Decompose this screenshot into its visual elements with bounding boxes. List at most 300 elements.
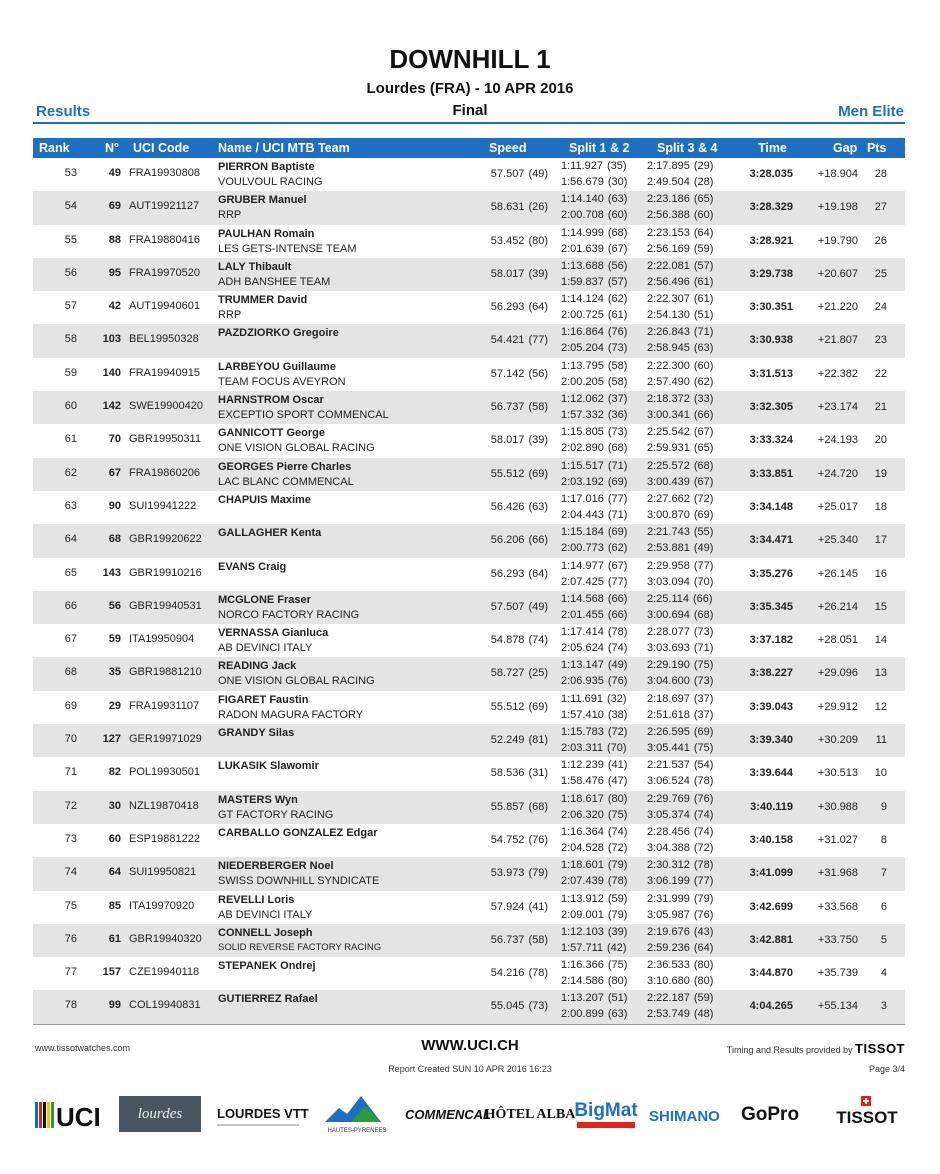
split3-cell [647,893,713,905]
split2-cell [561,276,627,288]
split4-cell-position: (73) [693,675,714,688]
split4-cell [647,276,713,288]
split3-cell-position: (61) [693,293,714,306]
time-cell: 3:30.351 [749,301,793,314]
lourdes-vtt-logo-text: LOURDES VTT [217,1106,309,1121]
split4-cell-value: 3:00.870 [647,508,690,521]
points-cell: 15 [874,600,887,613]
points-cell: 16 [874,567,887,580]
split2-cell-value: 2:14.586 [561,975,604,988]
split4-cell [647,875,713,887]
event-subtitle: Lourdes (FRA) - 10 APR 2016 [366,80,574,97]
points-cell: 27 [874,201,887,214]
tissot-brand: TISSOT [855,1041,905,1056]
split2-cell-position: (78) [607,875,628,888]
shimano-logo-text: SHIMANO [649,1108,720,1125]
gap-cell: +20.607 [817,267,858,280]
rank-cell: 58 [64,333,77,346]
gap-cell: +24.193 [817,434,858,447]
rank-cell: 66 [64,599,77,612]
table-row [33,657,905,690]
speed-cell [473,401,548,413]
team-name-cell: SOLID REVERSE FACTORY RACING [218,941,382,953]
split2-cell-position: (42) [607,941,627,954]
time-cell: 3:34.471 [749,534,793,547]
report-created: Report Created SUN 10 APR 2016 16:23 [388,1064,552,1074]
split4-cell-value: 2:54.130 [647,309,690,322]
uci-code-cell: AUT19921127 [129,200,200,213]
split4-cell-position: (28) [693,176,714,188]
uci-code-cell: GER19971029 [129,733,202,746]
split2-cell-value: 2:00.725 [561,309,604,322]
bib-number-cell: 103 [102,333,121,346]
bib-number-cell: 69 [108,200,121,213]
split1-cell-position: (63) [607,193,628,206]
split1-cell [561,460,627,472]
bib-number-cell: 82 [108,766,121,779]
speed-cell [473,468,548,480]
uci-code-cell: ITA19970920 [129,899,195,912]
table-row [33,824,905,857]
col-num: N° [105,141,120,155]
split1-cell-position: (73) [607,426,628,439]
split4-cell-value: 2:51.618 [647,708,690,721]
split1-cell-value: 1:17.414 [561,626,604,639]
speed-cell-value: 56.426 [490,500,525,513]
speed-cell-position: (79) [528,867,548,880]
team-name-cell: LAC BLANC COMMENCAL [218,475,354,488]
time-cell: 3:29.738 [749,267,793,280]
split3-cell-value: 2:17.895 [647,160,690,172]
uci-code-cell: FRA19970520 [129,266,200,279]
split2-cell [561,809,627,821]
split2-cell [561,442,627,454]
rider-name-cell: PAZDZIORKO Gregoire [218,327,339,340]
split2-cell-position: (58) [607,375,628,388]
split2-cell [561,942,627,954]
speed-cell-value: 57.924 [490,900,525,913]
gap-cell: +21.220 [817,301,858,314]
split1-cell-position: (62) [607,293,628,306]
split4-cell-value: 3:06.524 [647,775,690,788]
split4-cell-position: (70) [693,575,714,588]
gap-cell: +21.807 [817,334,858,347]
uci-code-cell: ITA19950904 [129,633,195,646]
rank-cell: 56 [64,266,77,279]
table-row [33,724,905,757]
speed-cell-value: 57.142 [490,367,525,380]
uci-code-cell: FRA19931107 [129,699,200,712]
rank-cell: 62 [64,466,77,479]
team-name-cell: RADON MAGURA FACTORY [218,708,364,721]
speed-cell [473,967,548,979]
split4-cell [647,709,713,721]
table-row [33,990,905,1023]
split3-cell-value: 2:26.595 [647,726,690,739]
bib-number-cell: 85 [108,899,121,912]
speed-cell [473,1000,548,1012]
split3-cell [647,926,713,938]
split1-cell-position: (79) [607,859,628,872]
team-name-cell: EXCEPTIO SPORT COMMENCAL [218,409,389,422]
split3-cell-position: (73) [693,626,714,639]
uci-code-cell: GBR19920622 [129,533,202,546]
hotel-alba-logo-text: HÔTEL ALBA [484,1107,576,1122]
time-cell: 3:33.324 [749,434,793,447]
table-row [33,924,905,957]
bib-number-cell: 42 [108,300,121,313]
split1-cell [561,926,627,938]
split4-cell-value: 3:00.694 [647,608,690,621]
rider-name-cell: PIERRON Baptiste [218,161,315,173]
uci-code-cell: FRA19940915 [129,366,200,379]
split4-cell-position: (78) [693,775,714,788]
split3-cell-position: (57) [693,259,714,272]
split3-cell [647,992,713,1004]
points-cell: 10 [874,767,887,780]
split2-cell [561,709,627,721]
split1-cell-position: (32) [607,692,627,705]
team-name-cell: RRP [218,309,242,322]
split3-cell-value: 2:22.187 [647,992,690,1005]
lourdes-logo [119,1096,201,1137]
split2-cell [561,309,627,321]
split3-cell-value: 2:25.542 [647,426,690,439]
uci-code-cell: FRA19860206 [129,466,200,479]
rank-cell: 73 [64,832,77,845]
split3-cell-position: (71) [693,326,714,339]
split3-cell [647,859,713,871]
uci-code-cell: ESP19881222 [129,832,200,845]
rank-cell: 69 [64,699,77,712]
split1-cell-value: 1:18.601 [561,859,604,872]
page-number: Page 3/4 [868,1064,905,1074]
split2-cell-value: 2:09.001 [561,908,604,921]
split1-cell [561,759,627,771]
team-name-cell: SWISS DOWNHILL SYNDICATE [218,875,380,888]
split2-cell [561,1008,627,1020]
table-row [33,558,905,591]
split4-cell-value: 3:06.199 [647,875,690,888]
split2-cell [561,176,627,188]
split1-cell-position: (67) [607,559,628,572]
team-name-cell: ONE VISION GLOBAL RACING [218,675,375,688]
split3-cell [647,393,713,405]
split1-cell-value: 1:11.927 [561,160,604,172]
gap-cell: +31.968 [817,867,858,880]
tissot-logo-text: TISSOT [836,1108,898,1127]
lourdes-vtt-logo [217,1100,309,1135]
uci-code-cell: SWE19900420 [129,400,203,413]
points-cell: 5 [880,933,887,946]
uci-code-cell: NZL19870418 [129,799,199,812]
split4-cell-value: 3:10.680 [647,975,690,988]
bigmat-logo [573,1094,639,1137]
split3-cell [647,793,713,805]
split4-cell-value: 3:05.441 [647,742,690,755]
table-header [33,138,905,158]
speed-cell-value: 56.737 [490,401,525,414]
split2-cell-value: 2:03.311 [561,742,604,755]
gap-cell: +31.027 [817,833,858,846]
speed-cell-value: 55.857 [490,800,525,813]
gopro-logo-text: GoPro [741,1104,800,1125]
time-cell: 3:39.340 [749,734,793,747]
split3-cell-position: (43) [693,925,714,938]
points-cell: 14 [874,634,887,647]
bib-number-cell: 59 [108,633,121,646]
split4-cell [647,243,713,255]
split2-cell-value: 2:04.443 [561,508,604,521]
time-cell: 3:41.099 [749,867,793,880]
split1-cell-position: (72) [607,726,628,739]
table-row [33,391,905,424]
split4-cell-position: (37) [693,708,714,721]
split1-cell-position: (80) [607,792,628,805]
split4-cell [647,675,713,687]
rank-cell: 54 [64,200,77,213]
split4-cell [647,1008,713,1020]
speed-cell-value: 58.017 [490,267,525,280]
split1-cell [561,526,627,538]
split2-cell-value: 2:05.624 [561,642,604,655]
table-row [33,791,905,824]
split4-cell-value: 3:04.388 [647,841,690,854]
team-name-cell: LES GETS-INTENSE TEAM [218,242,357,255]
speed-cell-value: 52.249 [490,734,525,747]
split1-cell-value: 1:15.783 [561,726,604,739]
split2-cell [561,775,627,787]
tissot-site-link[interactable]: www.tissotwatches.com [35,1043,131,1053]
split4-cell [647,176,713,188]
split4-cell-position: (71) [693,642,714,655]
speed-cell [473,734,548,746]
time-cell: 3:35.345 [749,600,793,613]
speed-cell-value: 55.045 [490,1000,525,1013]
speed-cell [473,934,548,946]
rank-cell: 78 [64,999,77,1012]
speed-cell-value: 58.727 [490,667,525,680]
bib-number-cell: 68 [108,533,121,546]
split2-cell-position: (79) [607,908,628,921]
split4-cell [647,775,713,787]
split1-cell [561,659,627,671]
split4-cell [647,309,713,321]
team-name-cell: RRP [218,209,242,222]
speed-cell-position: (66) [528,534,548,547]
split2-cell-position: (68) [607,442,628,455]
split1-cell-value: 1:14.568 [561,592,604,605]
split4-cell-value: 2:53.749 [647,1008,690,1021]
speed-cell [473,767,548,779]
team-name-cell: VOULVOUL RACING [218,176,323,188]
time-cell: 3:40.119 [750,800,793,813]
speed-cell [473,634,548,646]
points-cell: 25 [874,267,887,280]
split4-cell-value: 2:49.504 [647,176,690,188]
points-cell: 6 [880,900,887,913]
split3-cell-position: (69) [693,726,714,739]
rank-cell: 59 [64,366,77,379]
speed-cell-position: (63) [528,500,548,513]
rank-cell: 65 [64,566,77,579]
rank-cell: 75 [64,899,77,912]
split4-cell-value: 2:56.169 [647,242,690,255]
gap-cell: +33.750 [817,933,858,946]
speed-cell-value: 55.512 [490,467,525,480]
speed-cell [473,334,548,346]
split4-cell [647,342,713,354]
split3-cell-position: (55) [693,526,714,539]
speed-cell-value: 58.536 [490,767,525,780]
rider-name-cell: HARNSTROM Oscar [218,394,324,407]
table-row [33,624,905,657]
split2-cell [561,909,627,921]
bib-number-cell: 90 [108,499,121,512]
bib-number-cell: 88 [108,233,121,246]
time-cell: 3:40.158 [749,833,793,846]
split4-cell-position: (74) [693,808,714,821]
split3-cell-position: (59) [693,992,714,1005]
results-label: Results [36,103,91,120]
split1-cell [561,160,627,172]
split1-cell-value: 1:13.688 [561,259,604,272]
gopro-logo [741,1100,817,1133]
split2-cell-position: (61) [607,309,628,322]
rider-name-cell: GRANDY Silas [218,727,295,740]
time-cell: 3:42.881 [749,933,793,946]
split3-cell-value: 2:28.077 [647,626,690,639]
speed-cell [473,268,548,280]
split2-cell [561,642,627,654]
split4-cell [647,509,713,521]
table-row [33,691,905,724]
gap-cell: +24.720 [817,467,858,480]
split1-cell-value: 1:13.207 [561,992,604,1005]
split3-cell-value: 2:22.300 [647,359,690,372]
split4-cell-value: 3:03.693 [647,642,690,655]
time-cell: 3:32.305 [749,401,793,414]
split1-cell-position: (76) [607,326,628,339]
points-cell: 7 [880,867,887,880]
split2-cell-position: (72) [607,841,628,854]
split3-cell-position: (64) [693,226,714,239]
split2-cell [561,542,627,554]
split3-cell-value: 2:36.533 [647,959,690,972]
bib-number-cell: 140 [102,366,121,379]
speed-cell-value: 54.216 [490,967,525,980]
split3-cell-value: 2:18.372 [647,393,690,406]
rider-name-cell: NIEDERBERGER Noel [218,860,334,873]
gap-cell: +29.096 [817,667,858,680]
speed-cell-value: 54.421 [490,334,525,347]
split2-cell [561,875,627,887]
split1-cell [561,893,627,905]
time-cell: 3:28.921 [749,234,793,247]
rank-cell: 77 [64,966,77,979]
split3-cell-value: 2:25.572 [647,459,690,472]
uci-code-cell: GBR19940320 [129,932,202,945]
team-name-cell: AB DEVINCI ITALY [218,642,313,655]
split3-cell-position: (29) [693,160,714,172]
table-row [33,191,905,224]
uci-code-cell: GBR19950311 [129,433,201,446]
split2-cell [561,342,627,354]
rank-cell: 57 [64,300,77,313]
gap-cell: +25.017 [817,500,858,513]
points-cell: 23 [874,334,887,347]
split4-cell-value: 3:05.374 [647,808,690,821]
bib-number-cell: 35 [108,666,121,679]
split3-cell [647,659,713,671]
split2-cell [561,742,627,754]
split2-cell-value: 2:07.425 [561,575,604,588]
split2-cell-position: (66) [607,608,628,621]
split4-cell-position: (61) [693,275,714,288]
bib-number-cell: 67 [108,466,121,479]
split1-cell-position: (39) [607,925,628,938]
rank-cell: 55 [64,233,77,246]
speed-cell [473,801,548,813]
rider-name-cell: CONNELL Joseph [218,926,313,939]
split2-cell [561,209,627,221]
split2-cell-position: (70) [607,742,627,755]
speed-cell [473,168,548,180]
points-cell: 8 [880,833,887,846]
split1-cell-position: (66) [607,592,628,605]
split4-cell-position: (69) [693,508,714,521]
points-cell: 4 [880,967,887,980]
speed-cell-value: 58.017 [490,434,525,447]
points-cell: 26 [874,234,887,247]
split2-cell-value: 2:01.639 [561,242,604,255]
hotel-alba-logo [484,1094,576,1137]
split2-cell-value: 1:57.711 [561,941,604,954]
split2-cell-value: 2:00.899 [561,1008,604,1021]
points-cell: 22 [874,367,887,380]
split1-cell-position: (77) [607,492,628,505]
speed-cell-value: 57.507 [490,168,525,180]
split3-cell-value: 2:22.081 [647,259,690,272]
rider-name-cell: STEPANEK Ondrej [218,960,316,973]
split3-cell-value: 2:30.312 [647,859,690,872]
speed-cell-value: 53.973 [490,867,525,880]
split1-cell-value: 1:17.016 [561,492,604,505]
time-cell: 3:34.148 [749,500,793,513]
timing-credit-text: Timing and Results provided by [726,1045,853,1055]
split2-cell-value: 2:05.204 [561,342,604,355]
split2-cell-position: (60) [607,209,628,222]
col-pts: Pts [867,141,887,155]
uci-site-link[interactable]: WWW.UCI.CH [421,1037,519,1054]
split4-cell [647,909,713,921]
uci-code-cell: GBR19881210 [129,666,202,679]
split4-cell [647,842,713,854]
split2-cell-position: (80) [607,975,628,988]
split1-cell [561,393,627,405]
speed-cell-position: (41) [528,900,548,913]
speed-cell-value: 56.293 [490,567,525,580]
uci-code-cell: GBR19910216 [129,566,202,579]
split1-cell-position: (71) [607,459,628,472]
rider-name-cell: LALY Thibault [218,260,292,273]
split2-cell [561,609,627,621]
split3-cell-position: (75) [693,659,714,672]
hautes-pyrenees-logo [321,1092,393,1141]
time-cell: 3:39.043 [749,700,793,713]
rider-name-cell: VERNASSA Gianluca [218,627,329,640]
speed-cell-position: (56) [528,367,548,380]
